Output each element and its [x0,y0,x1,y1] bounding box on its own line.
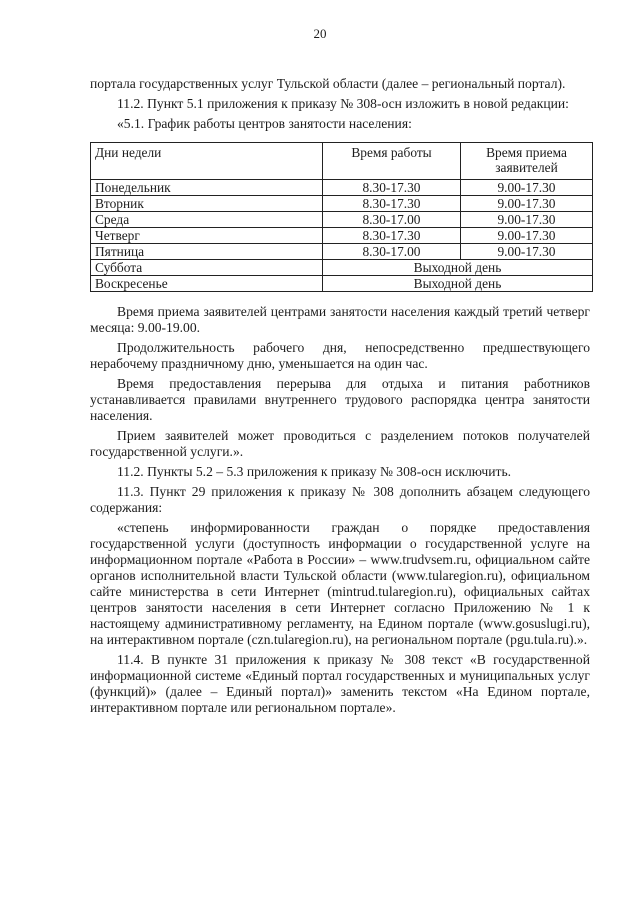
table-row [91,228,593,244]
day-cell: Пятница [91,244,323,260]
paragraph: «5.1. График работы центров занятости населения: [117,116,412,131]
paragraph: 11.2. Пункты 5.2 – 5.3 приложения к приказу № 308-осн исключить. [117,464,512,479]
reception-time-cell: 9.00-17.30 [461,228,593,244]
page-number: 20 [313,26,327,41]
reception-time-cell: 9.00-17.30 [461,180,593,196]
paragraph: 11.2. Пункт 5.1 приложения к приказу № 308-осн изложить в новой редакции: [117,96,569,111]
day-cell: Понедельник [91,180,323,196]
day-cell: Четверг [91,228,323,244]
day-cell: Среда [91,212,323,228]
paragraph: Время приема заявителей центрами занятости населения каждый третий четверг месяца: 9.00-19.00. [90,304,590,335]
paragraph: «степень информированности граждан о порядке предоставления государственной услуги (доступность информации о государственной услуге на информационном портале «Работа в России» – www.trudvsem.ru, официальном сайте органов исполнительной власти Тульской области (www.tularegion.ru), официальном сайте министерства в сети Интернет (mintrud.tularegion.ru), официальных сайтах центров занятости населения в сети Интернет согласно Приложению № 1 к настоящему административному регламенту, на Едином портале (www.gosuslugi.ru), на интерактивном портале (czn.tularegion.ru), на региональном портале (pgu.tula.ru).». [90,520,590,647]
table-row [91,196,593,212]
table-row [91,244,593,260]
paragraph: Прием заявителей может проводиться с разделением потоков получателей государственной услуги.». [90,428,590,459]
day-off-cell: Выходной день [323,260,593,276]
schedule-table [90,142,593,292]
schedule-table-wrapper [90,142,590,292]
column-header-work-time: Время работы [323,143,461,180]
table-row [91,180,593,196]
paragraph: 11.4. В пункте 31 приложения к приказу № 308 текст «В государственной информационной системе «Единый портал государственных и муниципальных услуг (функций)» (далее – Единый портал)» заменить текстом «На Едином портале, интерактивном портале или региональном портале». [90,652,590,715]
table-row [91,212,593,228]
reception-time-cell: 9.00-17.30 [461,244,593,260]
reception-time-cell: 9.00-17.30 [461,196,593,212]
table-row [91,260,593,276]
work-time-cell: 8.30-17.00 [323,244,461,260]
paragraph: 11.3. Пункт 29 приложения к приказу № 308 дополнить абзацем следующего содержания: [90,484,590,515]
day-off-cell: Выходной день [323,276,593,292]
day-cell: Вторник [91,196,323,212]
column-header-days: Дни недели [91,143,323,180]
paragraph: Продолжительность рабочего дня, непосредственно предшествующего нерабочему праздничному дню, уменьшается на один час. [90,340,590,371]
day-cell: Воскресенье [91,276,323,292]
table-header-row [91,143,593,180]
column-header-reception-time: Время приема заявителей [461,143,593,180]
work-time-cell: 8.30-17.00 [323,212,461,228]
work-time-cell: 8.30-17.30 [323,228,461,244]
day-cell: Суббота [91,260,323,276]
paragraph: портала государственных услуг Тульской области (далее – региональный портал). [90,76,566,91]
work-time-cell: 8.30-17.30 [323,196,461,212]
reception-time-cell: 9.00-17.30 [461,212,593,228]
work-time-cell: 8.30-17.30 [323,180,461,196]
table-row [91,276,593,292]
document-body [90,76,590,720]
paragraph: Время предоставления перерыва для отдыха и питания работников устанавливается правилами внутреннего трудового распорядка центра занятости населения. [90,376,590,423]
